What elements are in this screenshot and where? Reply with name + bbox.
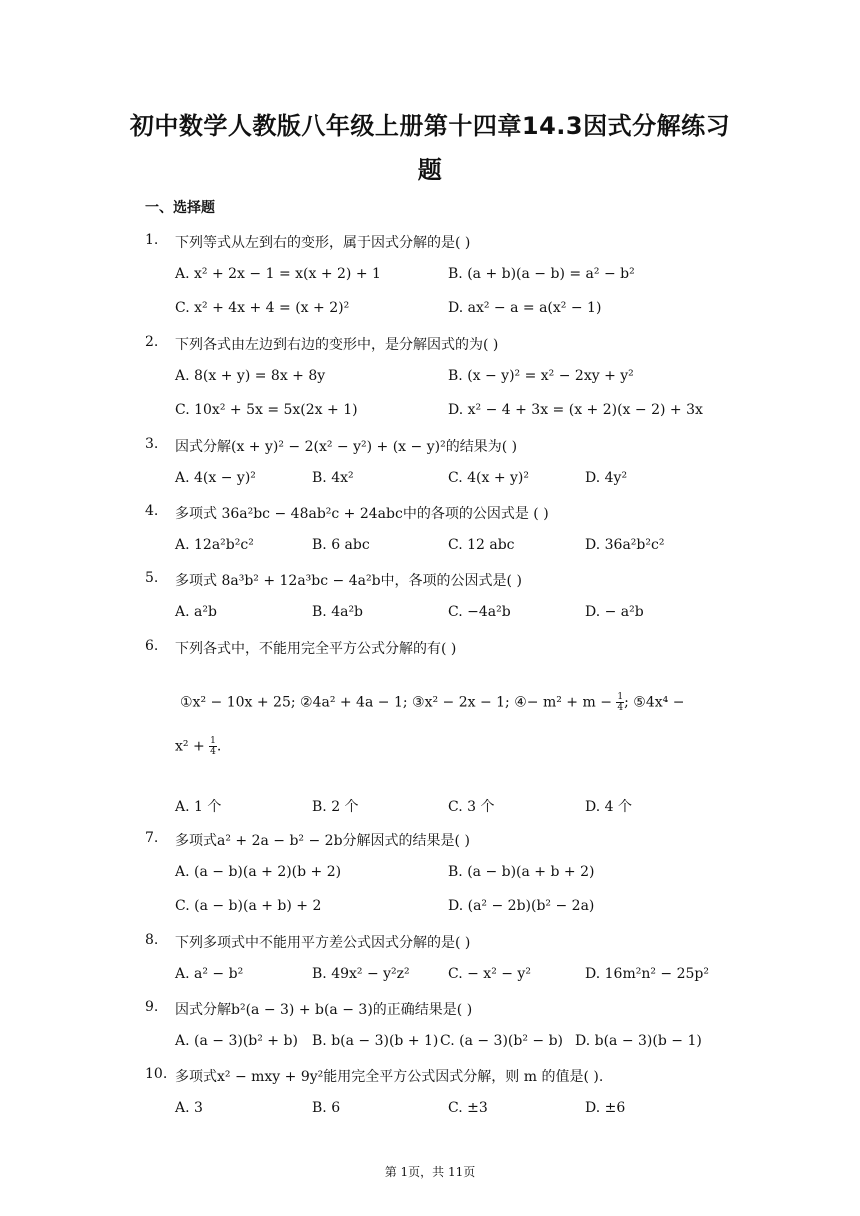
question-number: 2. bbox=[145, 334, 159, 350]
option-a: A. 3 bbox=[175, 1100, 203, 1116]
option-b: B. b(a − 3)(b + 1) bbox=[312, 1033, 439, 1049]
expressions-text: ①x² − 10x + 25; ②4a² + 4a − 1; ③x² − 2x − 1; ④− m² + m − bbox=[180, 694, 617, 711]
option-b: B. 4x² bbox=[312, 470, 354, 486]
option-c: C. 10x² + 5x = 5x(2x + 1) bbox=[175, 402, 358, 418]
question-stem: 因式分解b²(a − 3) + b(a − 3)的正确结果是( ) bbox=[175, 1002, 473, 1018]
option-d: D. 36a²b²c² bbox=[585, 537, 665, 553]
option-d: D. 16m²n² − 25p² bbox=[585, 966, 709, 982]
document-title-line1: 初中数学人教版八年级上册第十四章14.3因式分解练习 bbox=[129, 112, 731, 140]
expressions-tail: ; ⑤4x⁴ − bbox=[624, 694, 685, 711]
option-a: A. 12a²b²c² bbox=[175, 537, 254, 553]
option-a: A. (a − 3)(b² + b) bbox=[175, 1033, 298, 1049]
question-number: 3. bbox=[145, 436, 159, 452]
option-d: D. − a²b bbox=[585, 604, 644, 620]
question-expressions-line2 bbox=[175, 736, 221, 757]
option-b: B. 6 abc bbox=[312, 537, 370, 553]
page-footer: 第 1页，共 11页 bbox=[384, 1165, 476, 1179]
question-stem: 下列等式从左到右的变形，属于因式分解的是( ) bbox=[175, 235, 471, 251]
option-c: C. (a − b)(a + b) + 2 bbox=[175, 898, 322, 914]
option-b: B. 2 个 bbox=[312, 799, 359, 815]
option-a: A. x² + 2x − 1 = x(x + 2) + 1 bbox=[175, 266, 381, 282]
fraction bbox=[209, 736, 217, 757]
question-stem: 下列多项式中不能用平方差公式因式分解的是( ) bbox=[175, 935, 471, 951]
fraction-denominator: 4 bbox=[617, 703, 624, 713]
option-c: C. (a − 3)(b² − b) bbox=[440, 1033, 564, 1049]
option-a: A. 4(x − y)² bbox=[175, 470, 256, 486]
option-c: C. 4(x + y)² bbox=[448, 470, 529, 486]
option-c: C. 3 个 bbox=[448, 799, 495, 815]
option-b: B. (x − y)² = x² − 2xy + y² bbox=[448, 368, 634, 384]
question-stem: 多项式x² − mxy + 9y²能用完全平方公式因式分解，则 m 的值是( ). bbox=[175, 1069, 604, 1085]
option-b: B. 4a²b bbox=[312, 604, 364, 620]
section-heading: 一、选择题 bbox=[145, 200, 215, 216]
question-expressions-line1 bbox=[180, 692, 684, 713]
question-stem: 下列各式由左边到右边的变形中，是分解因式的为( ) bbox=[175, 337, 499, 353]
question-number: 6. bbox=[145, 638, 159, 654]
question-number: 1. bbox=[145, 232, 159, 248]
question-number: 7. bbox=[145, 830, 159, 846]
question-number: 4. bbox=[145, 503, 159, 519]
option-c: C. x² + 4x + 4 = (x + 2)² bbox=[175, 300, 350, 316]
option-d: D. ax² − a = a(x² − 1) bbox=[448, 300, 602, 316]
option-a: A. a²b bbox=[175, 604, 217, 620]
option-a: A. a² − b² bbox=[175, 966, 244, 982]
question-number: 5. bbox=[145, 570, 159, 586]
question-stem: 下列各式中，不能用完全平方公式分解的有( ) bbox=[175, 641, 457, 657]
question-number: 9. bbox=[145, 999, 159, 1015]
fraction-denominator: 4 bbox=[210, 747, 216, 757]
option-d: D. x² − 4 + 3x = (x + 2)(x − 2) + 3x bbox=[448, 402, 703, 418]
fraction-numerator: 1 bbox=[210, 736, 216, 746]
option-a: A. (a − b)(a + 2)(b + 2) bbox=[175, 864, 342, 880]
question-stem: 多项式 8a³b² + 12a³bc − 4a²b中，各项的公因式是( ) bbox=[175, 573, 522, 589]
option-d: D. b(a − 3)(b − 1) bbox=[575, 1033, 702, 1049]
question-number: 8. bbox=[145, 932, 159, 948]
option-b: B. 6 bbox=[312, 1100, 341, 1116]
expressions-tail: . bbox=[216, 738, 222, 755]
option-d: D. ±6 bbox=[585, 1100, 626, 1116]
fraction bbox=[616, 692, 624, 713]
option-c: C. − x² − y² bbox=[448, 966, 531, 982]
option-c: C. ±3 bbox=[448, 1100, 488, 1116]
question-stem: 多项式 36a²bc − 48ab²c + 24abc中的各项的公因式是 ( ) bbox=[175, 506, 549, 522]
option-b: B. 49x² − y²z² bbox=[312, 966, 410, 982]
option-b: B. (a − b)(a + b + 2) bbox=[448, 864, 595, 880]
question-stem: 因式分解(x + y)² − 2(x² − y²) + (x − y)²的结果为( ) bbox=[175, 439, 518, 455]
option-a: A. 1 个 bbox=[175, 799, 222, 815]
option-b: B. (a + b)(a − b) = a² − b² bbox=[448, 266, 635, 282]
question-stem: 多项式a² + 2a − b² − 2b分解因式的结果是( ) bbox=[175, 833, 470, 849]
option-d: D. 4 个 bbox=[585, 799, 632, 815]
option-c: C. 12 abc bbox=[448, 537, 515, 553]
option-a: A. 8(x + y) = 8x + 8y bbox=[175, 368, 326, 384]
question-number: 10. bbox=[145, 1066, 168, 1082]
option-d: D. (a² − 2b)(b² − 2a) bbox=[448, 898, 595, 914]
fraction-numerator: 1 bbox=[617, 692, 624, 702]
option-c: C. −4a²b bbox=[448, 604, 511, 620]
expressions-text: x² + bbox=[175, 738, 210, 755]
option-d: D. 4y² bbox=[585, 470, 628, 486]
document-title-line2: 题 bbox=[417, 156, 443, 184]
